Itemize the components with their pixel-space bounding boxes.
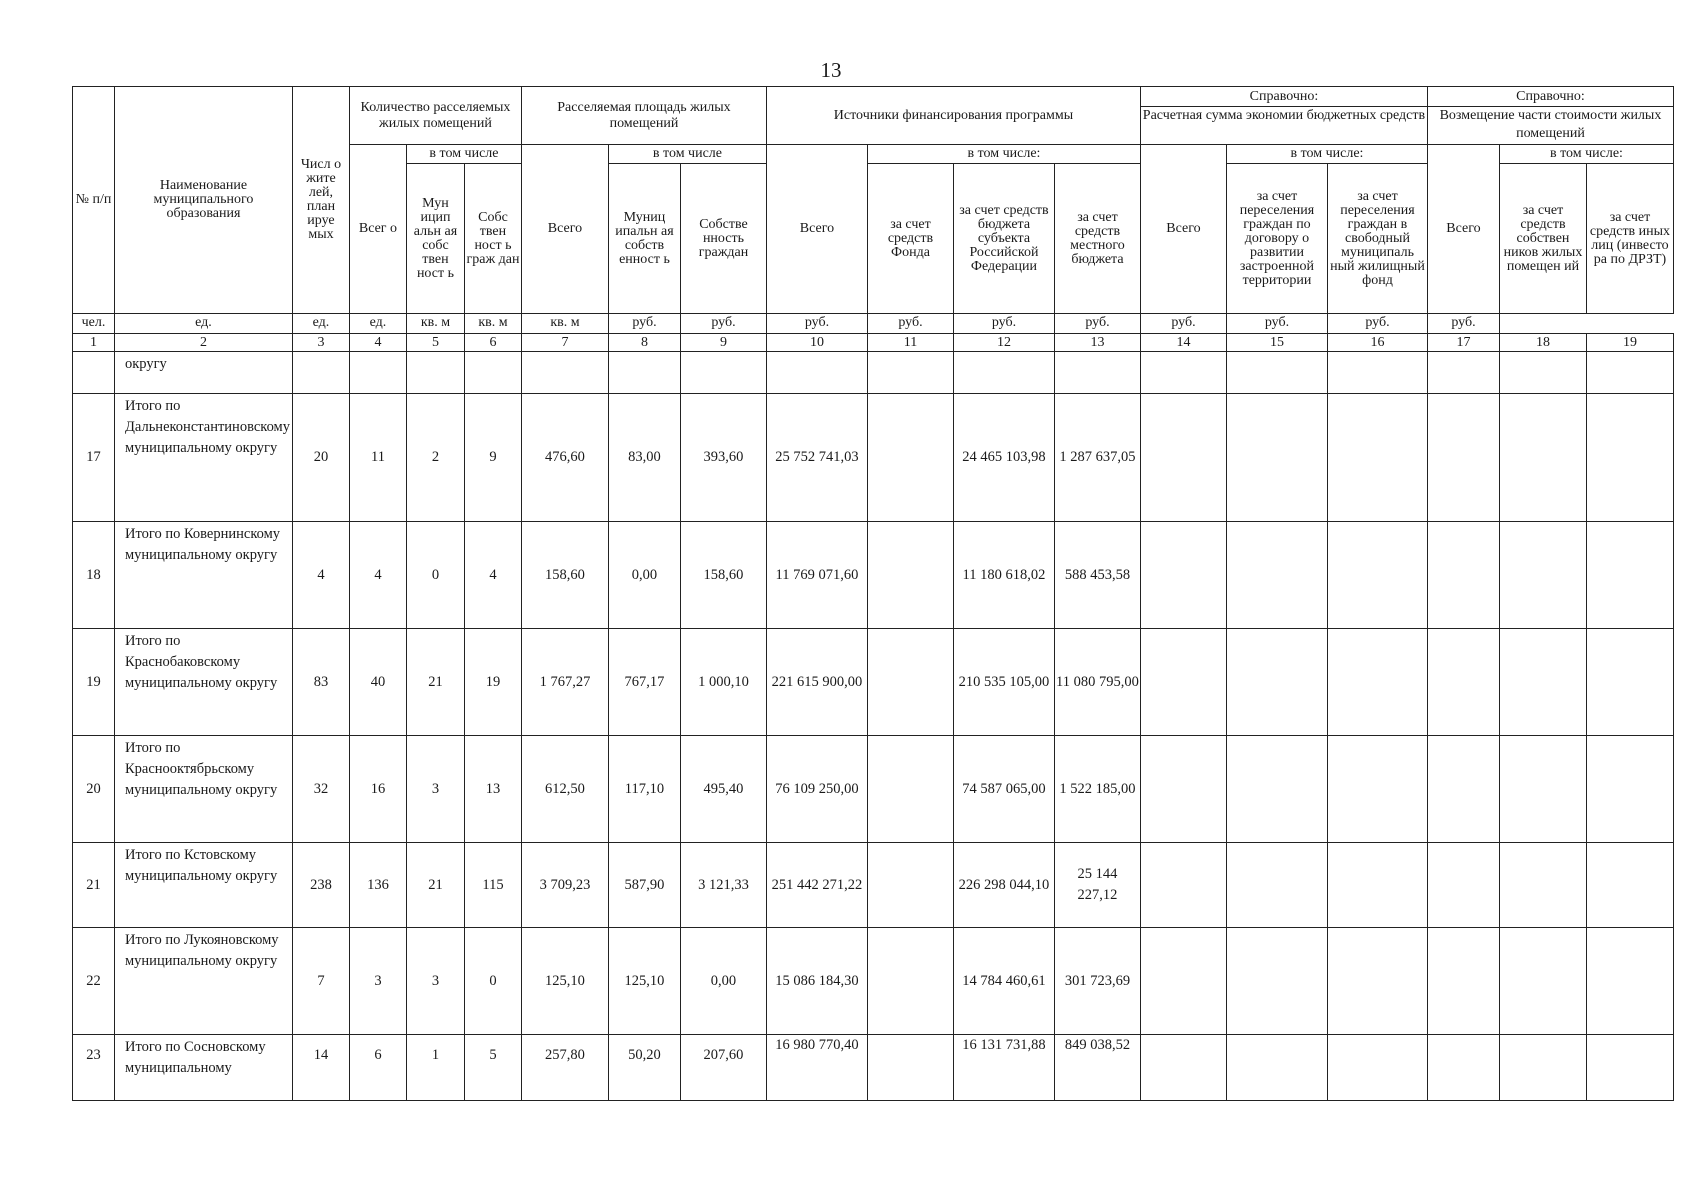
header-col-name: Наименование муниципального образования [115, 87, 293, 314]
finance-total-cell: 11 769 071,60 [766, 522, 867, 629]
municipality-name: Итого по Дальнеконстантиновскому муниципальному округу [115, 394, 293, 522]
table-row [73, 843, 1674, 928]
row-number: 22 [73, 928, 115, 1035]
row-number [73, 352, 115, 394]
units-private-cell: 5 [464, 1035, 521, 1101]
finance-fund-cell [867, 629, 953, 736]
residents-cell: 14 [292, 1035, 349, 1101]
units-municipal-cell: 21 [406, 629, 464, 736]
area-total-cell: 1 767,27 [521, 629, 608, 736]
column-index: 12 [953, 334, 1054, 352]
unit-cell: кв. м [521, 314, 608, 334]
column-index: 15 [1226, 334, 1327, 352]
unit-cell: руб. [1140, 314, 1226, 334]
column-index: 19 [1586, 334, 1673, 352]
unit-cell: руб. [867, 314, 953, 334]
header-col-9: Собстве нность граждан [680, 164, 766, 314]
column-index: 1 [73, 334, 115, 352]
header-col-16: за счет переселения граждан в свободный муниципаль ный жилищный фонд [1327, 164, 1427, 314]
finance-local-cell: 25 144 227,12 [1054, 843, 1140, 928]
units-row [73, 314, 1674, 334]
header-incl-count: в том числе [406, 145, 521, 164]
municipality-name: Итого по Лукояновскому муниципальному округу [115, 928, 293, 1035]
finance-total-cell: 76 109 250,00 [766, 736, 867, 843]
finance-fund-cell [867, 736, 953, 843]
header-group-area: Расселяемая площадь жилых помещений [521, 87, 766, 145]
column-index: 4 [349, 334, 406, 352]
header-group-finance: Источники финансирования программы [766, 87, 1140, 145]
row-number: 18 [73, 522, 115, 629]
finance-fund-cell [867, 928, 953, 1035]
units-private-cell: 9 [464, 394, 521, 522]
finance-region-cell: 11 180 618,02 [953, 522, 1054, 629]
column-index: 17 [1427, 334, 1499, 352]
column-index: 18 [1499, 334, 1586, 352]
header-incl-area: в том числе [608, 145, 766, 164]
finance-total-cell: 251 442 271,22 [766, 843, 867, 928]
area-total-cell: 158,60 [521, 522, 608, 629]
unit-cell: руб. [1427, 314, 1499, 334]
finance-total-cell: 25 752 741,03 [766, 394, 867, 522]
row-number: 20 [73, 736, 115, 843]
finance-local-cell: 1 287 637,05 [1054, 394, 1140, 522]
units-private-cell: 0 [464, 928, 521, 1035]
finance-local-cell: 301 723,69 [1054, 928, 1140, 1035]
unit-cell: руб. [680, 314, 766, 334]
residents-cell: 32 [292, 736, 349, 843]
column-index-row [73, 334, 1674, 352]
area-private-cell: 495,40 [680, 736, 766, 843]
units-total-cell: 6 [349, 1035, 406, 1101]
units-total-cell: 3 [349, 928, 406, 1035]
row-number: 23 [73, 1035, 115, 1101]
column-index: 13 [1054, 334, 1140, 352]
table-header [73, 87, 1674, 352]
area-total-cell: 3 709,23 [521, 843, 608, 928]
area-municipal-cell: 0,00 [608, 522, 680, 629]
header-reference-1: Справочно: [1140, 87, 1427, 107]
unit-cell: ед. [115, 314, 293, 334]
area-total-cell: 257,80 [521, 1035, 608, 1101]
table-row [73, 736, 1674, 843]
header-col-19: за счет средств иных лиц (инвесто ра по ДРЗТ) [1586, 164, 1673, 314]
finance-fund-cell [867, 843, 953, 928]
header-col-4: Всег о [349, 145, 406, 314]
area-private-cell: 207,60 [680, 1035, 766, 1101]
finance-region-cell: 226 298 044,10 [953, 843, 1054, 928]
area-private-cell: 0,00 [680, 928, 766, 1035]
header-col-15: за счет переселения граждан по договору о развитии застроенной территории [1226, 164, 1327, 314]
header-col-13: за счет средств местного бюджета [1054, 164, 1140, 314]
header-incl-savings: в том числе: [1226, 145, 1427, 164]
unit-cell: кв. м [406, 314, 464, 334]
units-municipal-cell: 3 [406, 928, 464, 1035]
header-incl-compensation: в том числе: [1499, 145, 1673, 164]
resettlement-table [72, 86, 1674, 1101]
row-number: 19 [73, 629, 115, 736]
units-municipal-cell: 3 [406, 736, 464, 843]
header-incl-finance: в том числе: [867, 145, 1140, 164]
units-municipal-cell: 0 [406, 522, 464, 629]
area-municipal-cell: 587,90 [608, 843, 680, 928]
area-private-cell: 3 121,33 [680, 843, 766, 928]
header-group-compensation: Возмещение части стоимости жилых помещений [1427, 107, 1673, 145]
units-total-cell: 11 [349, 394, 406, 522]
column-index: 11 [867, 334, 953, 352]
column-index: 2 [115, 334, 293, 352]
area-total-cell: 612,50 [521, 736, 608, 843]
header-group-count: Количество расселяемых жилых помещений [349, 87, 521, 145]
finance-local-cell: 849 038,52 [1054, 1035, 1140, 1101]
residents-cell: 20 [292, 394, 349, 522]
residents-cell: 7 [292, 928, 349, 1035]
continuation-row [73, 352, 1674, 394]
municipality-name: Итого по Краснобаковскому муниципальному округу [115, 629, 293, 736]
finance-local-cell: 588 453,58 [1054, 522, 1140, 629]
header-col-10: Всего [766, 145, 867, 314]
finance-region-cell: 24 465 103,98 [953, 394, 1054, 522]
column-index: 7 [521, 334, 608, 352]
municipality-name: Итого по Сосновскому муниципальному [115, 1035, 293, 1101]
header-col-8: Муниц ипальн ая собств енност ь [608, 164, 680, 314]
finance-fund-cell [867, 522, 953, 629]
finance-local-cell: 11 080 795,00 [1054, 629, 1140, 736]
header-col-11: за счет средств Фонда [867, 164, 953, 314]
residents-cell: 238 [292, 843, 349, 928]
municipality-name: Итого по Краснооктябрьскому муниципальному округу [115, 736, 293, 843]
finance-region-cell: 74 587 065,00 [953, 736, 1054, 843]
table-row [73, 1035, 1674, 1101]
row-number: 17 [73, 394, 115, 522]
area-municipal-cell: 117,10 [608, 736, 680, 843]
finance-region-cell: 16 131 731,88 [953, 1035, 1054, 1101]
page-number: 13 [820, 58, 842, 82]
table-row [73, 394, 1674, 522]
unit-cell: руб. [1226, 314, 1327, 334]
finance-total-cell: 221 615 900,00 [766, 629, 867, 736]
table-row [73, 629, 1674, 736]
area-municipal-cell: 767,17 [608, 629, 680, 736]
unit-cell: чел. [73, 314, 115, 334]
unit-cell: руб. [766, 314, 867, 334]
header-reference-2: Справочно: [1427, 87, 1673, 107]
header-col-18: за счет средств собствен ников жилых помещен ий [1499, 164, 1586, 314]
units-private-cell: 13 [464, 736, 521, 843]
finance-total-cell: 15 086 184,30 [766, 928, 867, 1035]
column-index: 10 [766, 334, 867, 352]
unit-cell: руб. [1327, 314, 1427, 334]
area-municipal-cell: 50,20 [608, 1035, 680, 1101]
residents-cell: 4 [292, 522, 349, 629]
column-index: 9 [680, 334, 766, 352]
municipality-name: Итого по Ковернинскому муниципальному округу [115, 522, 293, 629]
finance-region-cell: 14 784 460,61 [953, 928, 1054, 1035]
header-col-7: Всего [521, 145, 608, 314]
unit-cell: кв. м [464, 314, 521, 334]
finance-local-cell: 1 522 185,00 [1054, 736, 1140, 843]
unit-cell: руб. [1054, 314, 1140, 334]
column-index: 3 [292, 334, 349, 352]
residents-cell: 83 [292, 629, 349, 736]
area-total-cell: 125,10 [521, 928, 608, 1035]
header-col-5: Мун ицип альн ая собс твен ност ь [406, 164, 464, 314]
header-col-17: Всего [1427, 145, 1499, 314]
finance-fund-cell [867, 394, 953, 522]
units-private-cell: 4 [464, 522, 521, 629]
column-index: 5 [406, 334, 464, 352]
unit-cell: руб. [953, 314, 1054, 334]
area-private-cell: 393,60 [680, 394, 766, 522]
row-number: 21 [73, 843, 115, 928]
header-col-12: за счет средств бюджета субъекта Российской Федерации [953, 164, 1054, 314]
units-total-cell: 4 [349, 522, 406, 629]
table-row [73, 522, 1674, 629]
units-total-cell: 136 [349, 843, 406, 928]
finance-total-cell: 16 980 770,40 [766, 1035, 867, 1101]
area-private-cell: 1 000,10 [680, 629, 766, 736]
header-col-6: Собс твен ност ь граж дан [464, 164, 521, 314]
units-total-cell: 16 [349, 736, 406, 843]
column-index: 16 [1327, 334, 1427, 352]
header-col-residents: Числ о жите лей, план ируе мых [292, 87, 349, 314]
column-index: 6 [464, 334, 521, 352]
units-municipal-cell: 21 [406, 843, 464, 928]
municipality-name: округу [115, 352, 293, 394]
header-col-14: Всего [1140, 145, 1226, 314]
unit-cell: ед. [292, 314, 349, 334]
column-index: 14 [1140, 334, 1226, 352]
unit-cell: руб. [608, 314, 680, 334]
area-municipal-cell: 83,00 [608, 394, 680, 522]
table-body [73, 352, 1674, 1101]
units-private-cell: 115 [464, 843, 521, 928]
finance-fund-cell [867, 1035, 953, 1101]
finance-region-cell: 210 535 105,00 [953, 629, 1054, 736]
header-group-savings: Расчетная сумма экономии бюджетных средств [1140, 107, 1427, 145]
column-index: 8 [608, 334, 680, 352]
units-private-cell: 19 [464, 629, 521, 736]
unit-cell: ед. [349, 314, 406, 334]
municipality-name: Итого по Кстовскому муниципальному округу [115, 843, 293, 928]
area-total-cell: 476,60 [521, 394, 608, 522]
units-total-cell: 40 [349, 629, 406, 736]
table-row [73, 928, 1674, 1035]
units-municipal-cell: 2 [406, 394, 464, 522]
units-municipal-cell: 1 [406, 1035, 464, 1101]
header-col-num: № п/п [73, 87, 115, 314]
area-municipal-cell: 125,10 [608, 928, 680, 1035]
area-private-cell: 158,60 [680, 522, 766, 629]
